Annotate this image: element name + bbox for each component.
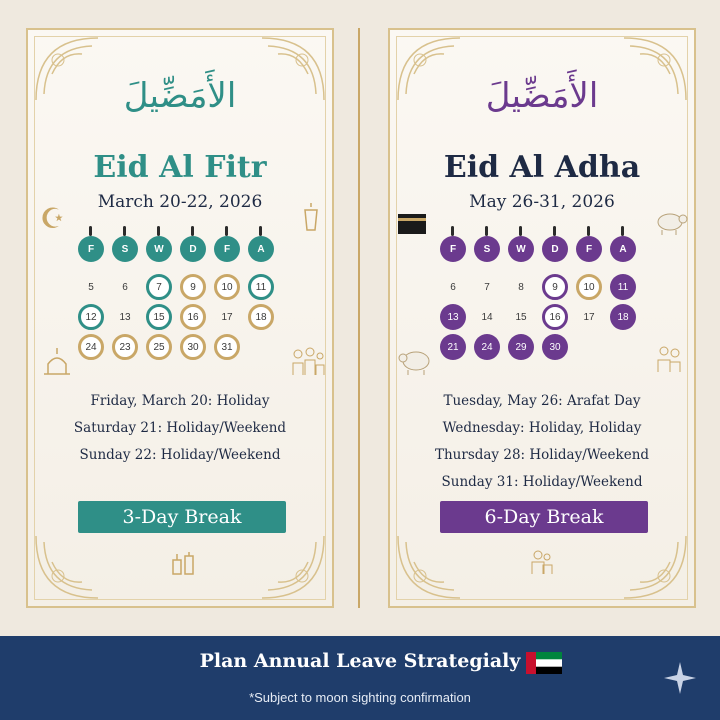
- ornament-icon: [394, 532, 464, 602]
- sheep-icon: [398, 348, 434, 376]
- weekday-label: D: [180, 236, 206, 262]
- holiday-schedule: [28, 388, 332, 469]
- weekday-label: D: [542, 236, 568, 262]
- weekday-label: W: [508, 236, 534, 262]
- calendar-day: 11: [610, 274, 636, 300]
- weekday-label: S: [474, 236, 500, 262]
- uae-flag-icon: [526, 652, 562, 674]
- calendar-day: 6: [122, 281, 128, 293]
- arabic-calligraphy: الأَمَضِّيلَ: [485, 76, 599, 116]
- people-icon: [654, 344, 684, 374]
- calendar-day: 30: [180, 334, 206, 360]
- calendar-day: 16: [180, 304, 206, 330]
- calendar-day: 8: [518, 281, 524, 293]
- weekday-label: A: [248, 236, 274, 262]
- break-length-badge: 3-Day Break: [78, 501, 286, 533]
- weekday-label: S: [112, 236, 138, 262]
- weekday-label: F: [78, 236, 104, 262]
- weekday-label: F: [440, 236, 466, 262]
- weekday-label: W: [146, 236, 172, 262]
- eid-al-fitr-card: [26, 28, 334, 608]
- calendar-day: 24: [474, 334, 500, 360]
- calendar-day: 18: [248, 304, 274, 330]
- date-range: March 20-22, 2026: [97, 192, 263, 212]
- calendar-day: 12: [78, 304, 104, 330]
- kaaba-icon: [396, 210, 428, 236]
- footer-title: Plan Annual Leave Strategialy: [199, 650, 521, 672]
- schedule-line: Tuesday, May 26: Arafat Day: [443, 393, 641, 409]
- sheep-icon: [654, 210, 688, 236]
- calendar-day: 6: [450, 281, 456, 293]
- schedule-line: Friday, March 20: Holiday: [90, 393, 270, 409]
- calendar-day: 18: [610, 304, 636, 330]
- mosque-icon: [40, 346, 74, 376]
- center-divider: [358, 28, 360, 608]
- calendar-day: 21: [440, 334, 466, 360]
- schedule-line: Sunday 22: Holiday/Weekend: [79, 447, 281, 463]
- footer-disclaimer: *Subject to moon sighting confirmation: [249, 690, 471, 705]
- calendar-ring-icon: [553, 226, 556, 236]
- schedule-line: Thursday 28: Holiday/Weekend: [434, 447, 650, 463]
- calendar-day: 10: [214, 274, 240, 300]
- calendar-ring-icon: [89, 226, 92, 236]
- sparkle-icon: [662, 660, 698, 696]
- family-icon: [290, 346, 326, 376]
- footer-banner: [0, 636, 720, 720]
- calendar-day: 9: [542, 274, 568, 300]
- calendar-day: 31: [214, 334, 240, 360]
- people-icon: [528, 548, 556, 576]
- break-length-badge: 6-Day Break: [440, 501, 648, 533]
- calendar-day: 13: [119, 311, 131, 323]
- calendar-day: 17: [221, 311, 233, 323]
- calendar-day: 11: [248, 274, 274, 300]
- card-title: Eid Al Fitr: [93, 150, 267, 185]
- schedule-line: Saturday 21: Holiday/Weekend: [73, 420, 287, 436]
- calendar-ring-icon: [451, 226, 454, 236]
- calendar-ring-icon: [485, 226, 488, 236]
- calendar-ring-icon: [519, 226, 522, 236]
- calendar-ring-icon: [225, 226, 228, 236]
- calendar-ring-icon: [621, 226, 624, 236]
- schedule-line: Wednesday: Holiday, Holiday: [442, 420, 642, 436]
- lanterns-icon: [168, 550, 198, 576]
- calendar-ring-icon: [157, 226, 160, 236]
- card-title: Eid Al Adha: [443, 150, 641, 185]
- calendar-day: 29: [508, 334, 534, 360]
- calendar-day: 16: [542, 304, 568, 330]
- calendar-day: 7: [146, 274, 172, 300]
- lantern-icon: [302, 202, 320, 236]
- calendar-day: 15: [515, 311, 527, 323]
- arabic-calligraphy: الأَمَضِّيلَ: [123, 76, 237, 116]
- calendar-day: 14: [481, 311, 493, 323]
- crescent-star-icon: ☪: [40, 202, 66, 235]
- calendar-day: 23: [112, 334, 138, 360]
- calendar-day: 7: [484, 281, 490, 293]
- weekday-label: F: [214, 236, 240, 262]
- ornament-icon: [32, 532, 102, 602]
- schedule-line: Sunday 31: Holiday/Weekend: [441, 474, 643, 490]
- calendar-day: 9: [180, 274, 206, 300]
- weekday-label: F: [576, 236, 602, 262]
- weekday-label: A: [610, 236, 636, 262]
- ornament-icon: [620, 532, 690, 602]
- calendar-ring-icon: [123, 226, 126, 236]
- calendar-day: 15: [146, 304, 172, 330]
- calendar-day: 30: [542, 334, 568, 360]
- calendar-ring-icon: [587, 226, 590, 236]
- calendar-day: 13: [440, 304, 466, 330]
- calendar-day: 10: [576, 274, 602, 300]
- holiday-schedule: [390, 388, 694, 496]
- calendar-ring-icon: [259, 226, 262, 236]
- calendar-day: 25: [146, 334, 172, 360]
- calendar-day: 17: [583, 311, 595, 323]
- date-range: May 26-31, 2026: [469, 192, 615, 212]
- calendar-day: 24: [78, 334, 104, 360]
- calendar-day: 5: [88, 281, 94, 293]
- calendar-ring-icon: [191, 226, 194, 236]
- ornament-icon: [258, 532, 328, 602]
- eid-al-adha-card: [388, 28, 696, 608]
